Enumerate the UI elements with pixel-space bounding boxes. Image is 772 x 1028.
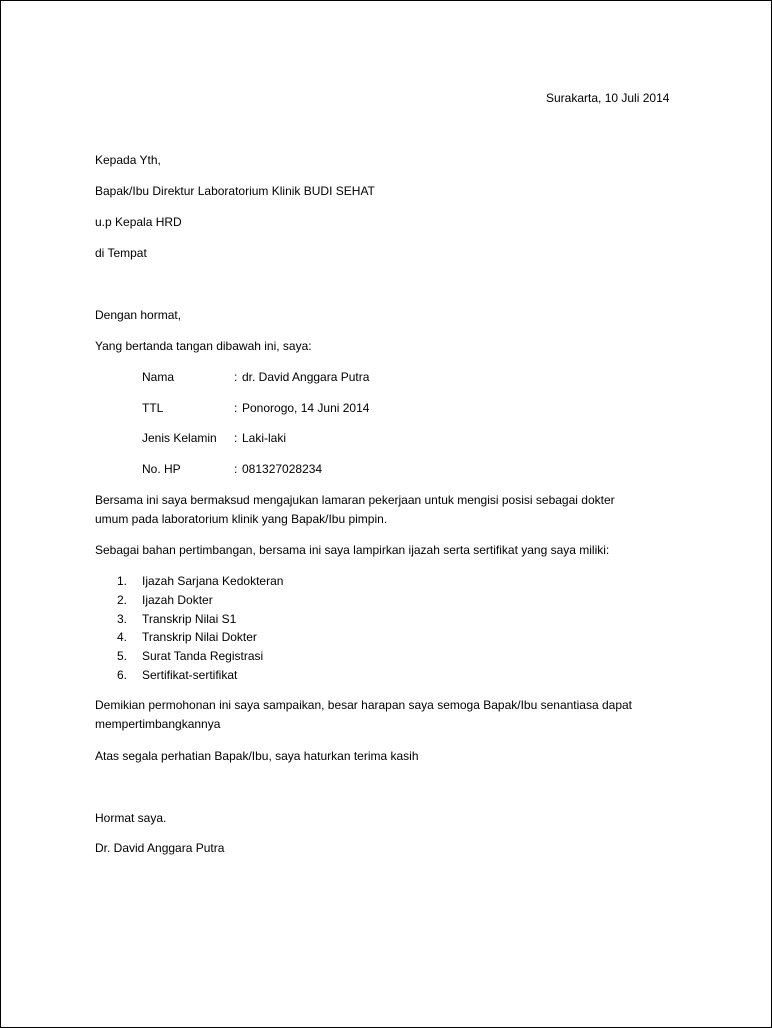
list-number: 6.: [117, 668, 128, 682]
greeting: Dengan hormat,: [95, 308, 182, 322]
recipient-title: Bapak/Ibu Direktur Laboratorium Klinik BUDI SEHAT: [95, 184, 375, 198]
recipient-location: di Tempat: [95, 246, 147, 260]
paragraph-hope-line-1: Demikian permohonan ini saya sampaikan, besar harapan saya semoga Bapak/Ibu senantiasa dapat: [95, 698, 632, 712]
recipient-salutation: Kepada Yth,: [95, 153, 161, 167]
field-separator: :: [234, 401, 238, 415]
field-separator: :: [234, 462, 238, 476]
field-label: Nama: [142, 370, 175, 384]
paragraph-purpose-line-2: umum pada laboratorium klinik yang Bapak/Ibu pimpin.: [95, 512, 388, 526]
field-value: Ponorogo, 14 Juni 2014: [242, 401, 370, 415]
paragraph-purpose-line-1: Bersama ini saya bermaksud mengajukan lamaran pekerjaan untuk mengisi posisi sebagai dokter: [95, 493, 615, 507]
intro-text: Yang bertanda tangan dibawah ini, saya:: [95, 339, 312, 353]
letter-date: Surakarta, 10 Juli 2014: [546, 91, 670, 105]
list-number: 2.: [117, 593, 128, 607]
list-text: Transkrip Nilai S1: [142, 612, 237, 626]
list-text: Sertifikat-sertifikat: [142, 668, 238, 682]
paragraph-hope-line-2: mempertimbangkannya: [95, 717, 221, 731]
field-value: Laki-laki: [242, 431, 287, 445]
list-number: 4.: [117, 630, 128, 644]
recipient-attention: u.p Kepala HRD: [95, 215, 182, 229]
field-separator: :: [234, 370, 238, 384]
field-label: Jenis Kelamin: [142, 431, 217, 445]
list-number: 3.: [117, 612, 128, 626]
paragraph-attachments-intro: Sebagai bahan pertimbangan, bersama ini saya lampirkan ijazah serta sertifikat yang saya miliki:: [95, 543, 610, 557]
list-text: Ijazah Dokter: [142, 593, 213, 607]
list-text: Transkrip Nilai Dokter: [142, 630, 257, 644]
field-value: 081327028234: [242, 462, 323, 476]
list-text: Surat Tanda Registrasi: [142, 649, 264, 663]
field-separator: :: [234, 431, 238, 445]
field-value: dr. David Anggara Putra: [242, 370, 370, 384]
list-text: Ijazah Sarjana Kedokteran: [142, 574, 284, 588]
field-label: No. HP: [142, 462, 181, 476]
field-label: TTL: [142, 401, 164, 415]
list-number: 1.: [117, 574, 128, 588]
signature-name: Dr. David Anggara Putra: [95, 841, 225, 855]
closing: Hormat saya.: [95, 811, 167, 825]
paragraph-thanks: Atas segala perhatian Bapak/Ibu, saya haturkan terima kasih: [95, 749, 419, 763]
list-number: 5.: [117, 649, 128, 663]
